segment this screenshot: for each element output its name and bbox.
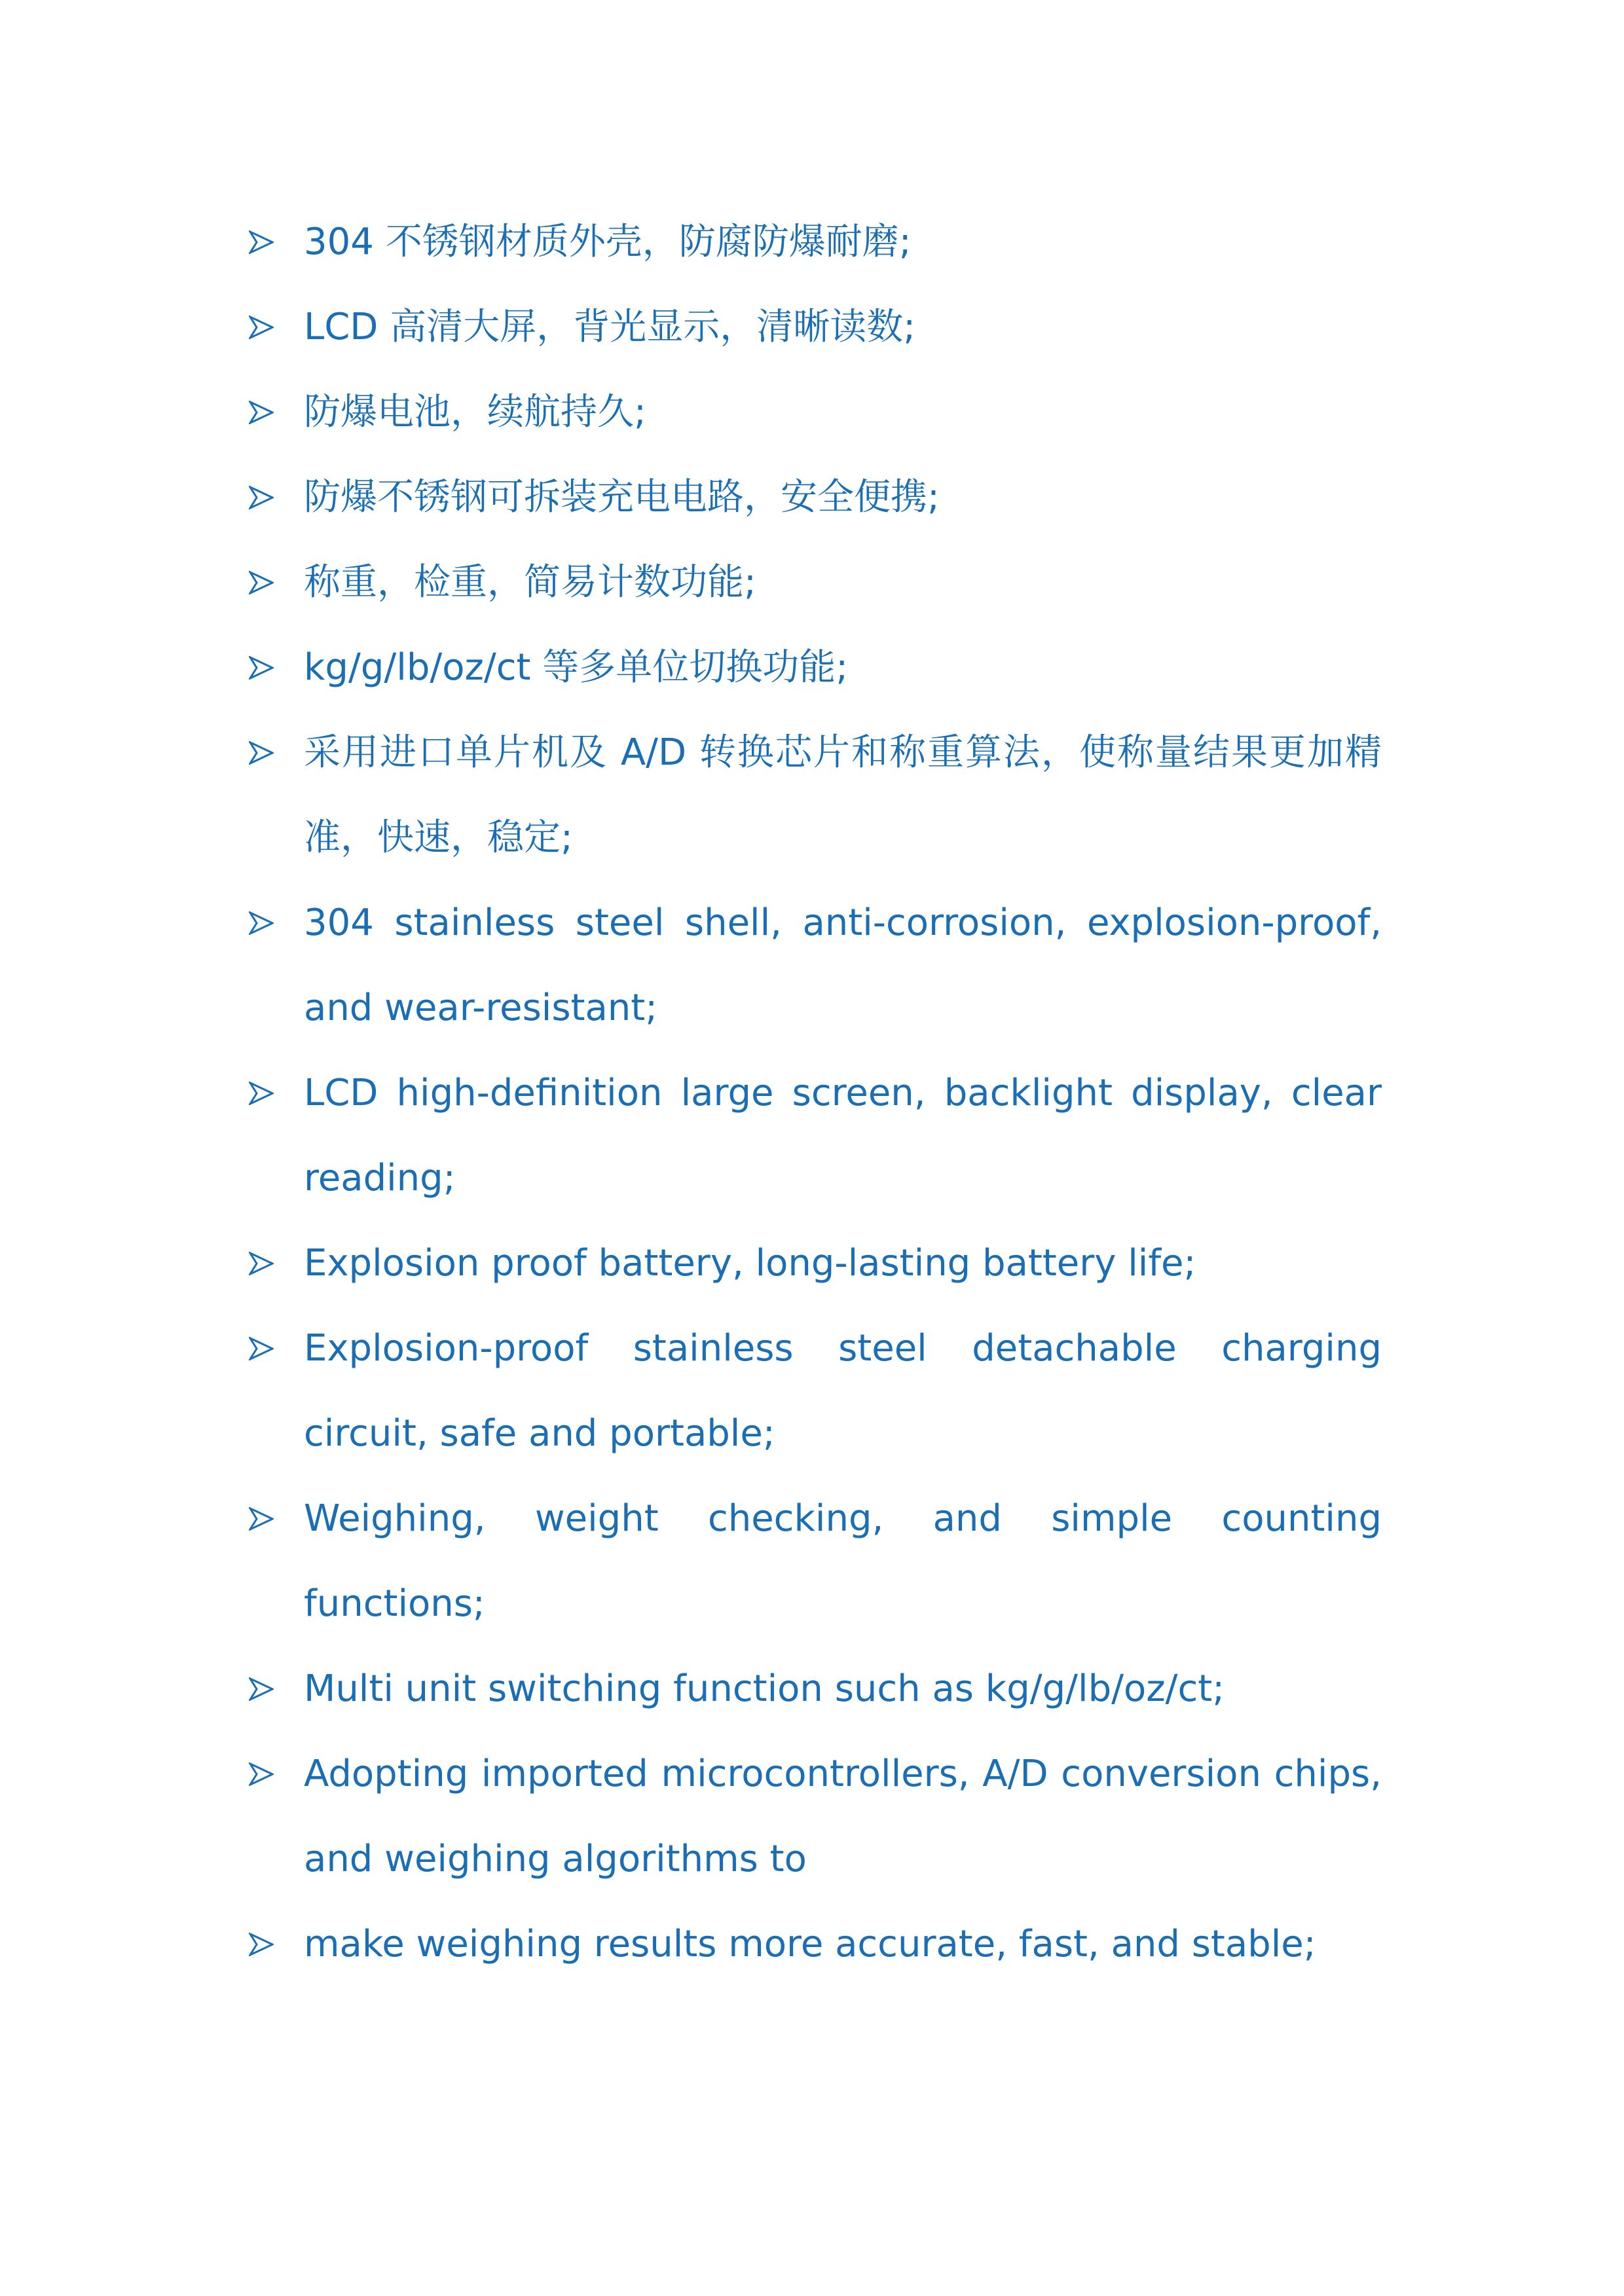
list-item [249,370,1382,455]
list-item-text: LCD high-definition large screen, backlight display, clear reading; [304,1072,1382,1199]
list-item-text: Explosion proof battery, long-lasting battery life; [304,1242,1196,1285]
arrowhead-bullet-icon [249,486,274,509]
list-item-text: 防爆不锈钢可拆装充电电路，安全便携; [304,476,940,519]
arrowhead-bullet-icon [249,1677,274,1701]
list-item [249,540,1382,625]
list-item [249,200,1382,285]
list-item-text: 防爆电池，续航持久; [304,391,646,433]
arrowhead-bullet-icon [249,741,274,765]
list-item-text: kg/g/lb/oz/ct 等多单位切换功能; [304,646,849,689]
list-item [249,1051,1382,1221]
list-item-text: 称重，检重，简易计数功能; [304,561,756,604]
list-item [249,455,1382,540]
list-item-text: Weighing, weight checking, and simple counting functions; [304,1497,1382,1625]
arrowhead-bullet-icon [249,401,274,424]
arrowhead-bullet-icon [249,1933,274,1956]
list-item [249,1476,1382,1647]
arrowhead-bullet-icon [249,656,274,680]
arrowhead-bullet-icon [249,316,274,339]
list-item-text: 304 不锈钢材质外壳，防腐防爆耐磨; [304,221,912,263]
feature-list [249,200,1382,1987]
list-item-text: LCD 高清大屏，背光显示，清晰读数; [304,306,916,348]
arrowhead-bullet-icon [249,571,274,594]
list-item-text: 304 stainless steel shell, anti-corrosion, explosion-proof, and wear-resistant; [304,902,1382,1029]
list-item-text: Explosion-proof stainless steel detachable charging circuit, safe and portable; [304,1327,1382,1455]
arrowhead-bullet-icon [249,1252,274,1275]
arrowhead-bullet-icon [249,1337,274,1360]
list-item-text: Multi unit switching function such as kg/g/lb/oz/ct; [304,1667,1225,1710]
arrowhead-bullet-icon [249,1507,274,1531]
list-item [249,1732,1382,1902]
list-item-text: make weighing results more accurate, fast, and stable; [304,1923,1316,1965]
list-item [249,1306,1382,1476]
arrowhead-bullet-icon [249,230,274,254]
arrowhead-bullet-icon [249,1762,274,1786]
list-item [249,1902,1382,1987]
list-item-text: Adopting imported microcontrollers, A/D conversion chips, and weighing algorithms to [304,1753,1382,1880]
list-item [249,1221,1382,1306]
list-item [249,881,1382,1051]
list-item-text: 采用进口单片机及 A/D 转换芯片和称重算法，使称量结果更加精准，快速，稳定; [304,731,1382,859]
list-item [249,285,1382,370]
list-item [249,1647,1382,1732]
list-item [249,710,1382,881]
arrowhead-bullet-icon [249,1082,274,1105]
arrowhead-bullet-icon [249,911,274,935]
list-item [249,625,1382,710]
